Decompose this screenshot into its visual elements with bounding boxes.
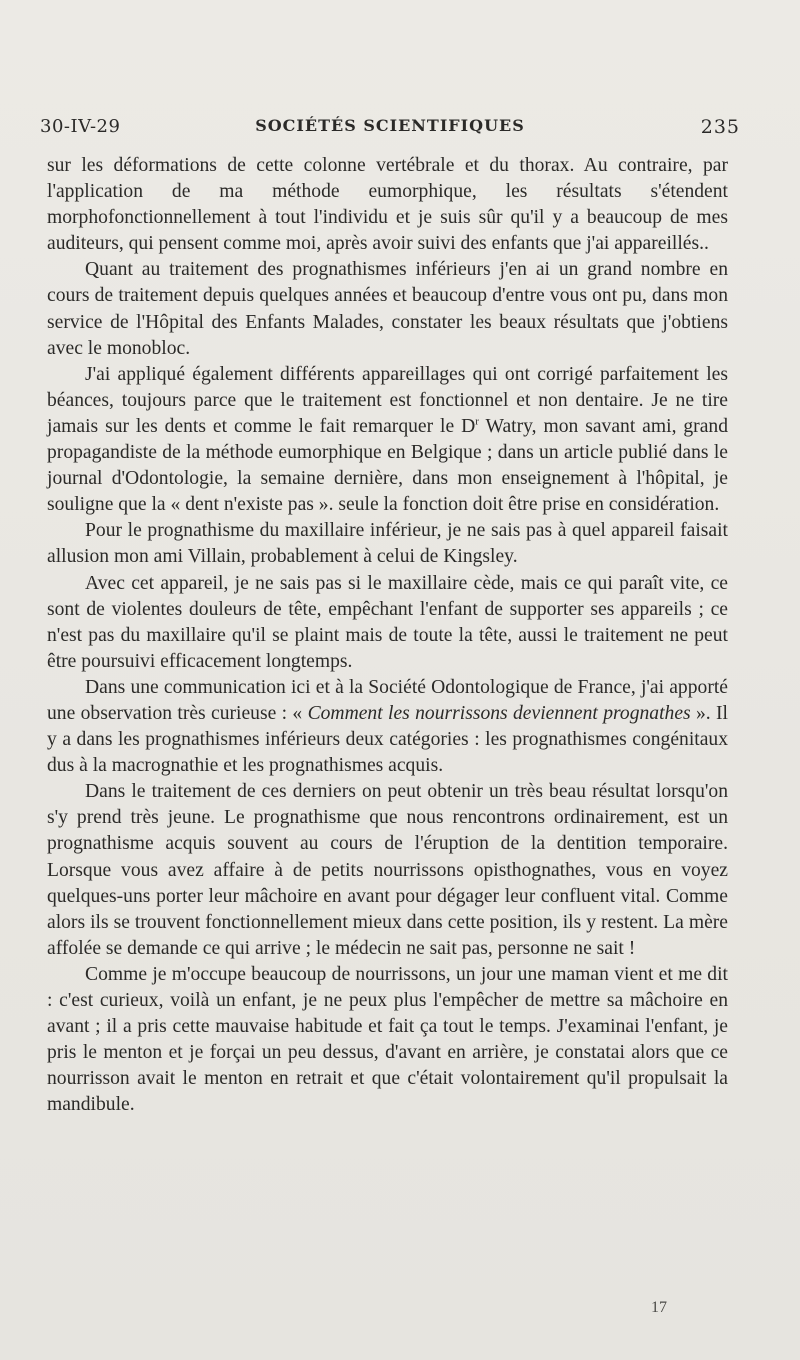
body-text: [47, 153, 728, 1118]
paragraph: [47, 675, 728, 779]
signature-mark: 17: [651, 1299, 667, 1316]
superscript: r: [475, 415, 479, 428]
header-title: SOCIÉTÉS SCIENTIFIQUES: [255, 116, 525, 135]
running-header: [40, 116, 740, 146]
paragraph: [47, 962, 728, 1119]
italic-title: Comment les nourrissons deviennent prognathes: [307, 702, 691, 724]
text-run: Dans une communication ici et à la Société Odontologique de France, j'ai apporté une observation très curieuse : «: [47, 676, 728, 724]
paragraph: [47, 518, 728, 570]
text-run: Watry, mon savant ami, grand propagandiste de la méthode eumorphique en Belgique ; dans un article publié dans le journal d'Odontologie, la semaine dernière, dans mon enseignement à l'hôpital, je souligne que la « dent n'existe pas ». seule la fonction doit être prise en considération.: [47, 415, 728, 516]
paragraph: [47, 362, 728, 519]
paragraph: [47, 571, 728, 675]
text-run: J'ai appliqué également différents appareillages qui ont corrigé parfaitement les béances, toujours parce que le traitement est fonctionnel et non dentaire. Je ne tire jamais sur les dents et comme le fait remarquer le D: [47, 363, 728, 437]
text-run: Dans le traitement de ces derniers on peut obtenir un très beau résultat lorsqu'on s'y prend très jeune. Le prognathisme que nous rencontrons ordinairement, est un prognathisme acquis souvent au cours de l'éruption de la dentition temporaire. Lorsque vous avez affaire à de petits nourrissons opisthognathes, vous en voyez quelques-uns porter leur mâchoire en avant pour dégager leur confluent vital. Comme alors ils se trouvent fonctionnellement mieux dans cette position, ils y restent. La mère affolée se demande ce qui arrive ; le médecin ne sait pas, personne ne sait !: [47, 781, 728, 959]
text-run: Avec cet appareil, je ne sais pas si le maxillaire cède, mais ce qui paraît vite, ce sont de violentes douleurs de tête, empêchant l'enfant de supporter ses appareils ; ce n'est pas du maxillaire qu'il se plaint mais de toute la tête, aussi le traitement ne peut être poursuivi efficacement longtemps.: [47, 572, 728, 672]
text-run: Pour le prognathisme du maxillaire inférieur, je ne sais pas à quel appareil faisait allusion mon ami Villain, probablement à celui de Kingsley.: [47, 520, 728, 568]
text-run: Quant au traitement des prognathismes inférieurs j'en ai un grand nombre en cours de traitement depuis quelques années et beaucoup d'entre vous ont pu, dans mon service de l'Hôpital des Enfants Malades, constater les beaux résultats que j'obtiens avec le monobloc.: [47, 259, 728, 359]
paragraph: [47, 257, 728, 361]
page-number: 235: [700, 116, 740, 138]
text-run: ». Il y a dans les prognathismes inférieurs deux catégories : les prognathismes congénitaux dus à la macrognathie et les prognathismes acquis.: [47, 702, 728, 777]
text-run: Comme je m'occupe beaucoup de nourrissons, un jour une maman vient et me dit : c'est curieux, voilà un enfant, je ne peux plus l'empêcher de mettre sa mâchoire en avant ; il a pris cette mauvaise habitude et fait ça tout le temps. J'examinai l'enfant, je pris le menton et je forçai un peu dessus, d'avant en arrière, je constatai alors que ce nourrisson avait le menton en retrait et que c'était volontairement qu'il propulsait la mandibule.: [47, 963, 728, 1116]
paragraph: [47, 779, 728, 962]
text-run: sur les déformations de cette colonne vertébrale et du thorax. Au contraire, par l'application de ma méthode eumorphique, les résultats s'étendent morphofonctionnellement à tout l'individu et je suis sûr qu'il y a beaucoup de mes auditeurs, qui pensent comme moi, après avoir suivi des enfants que j'ai appareillés..: [47, 155, 728, 255]
header-date: 30-IV-29: [40, 116, 121, 137]
paragraph: [47, 153, 728, 257]
